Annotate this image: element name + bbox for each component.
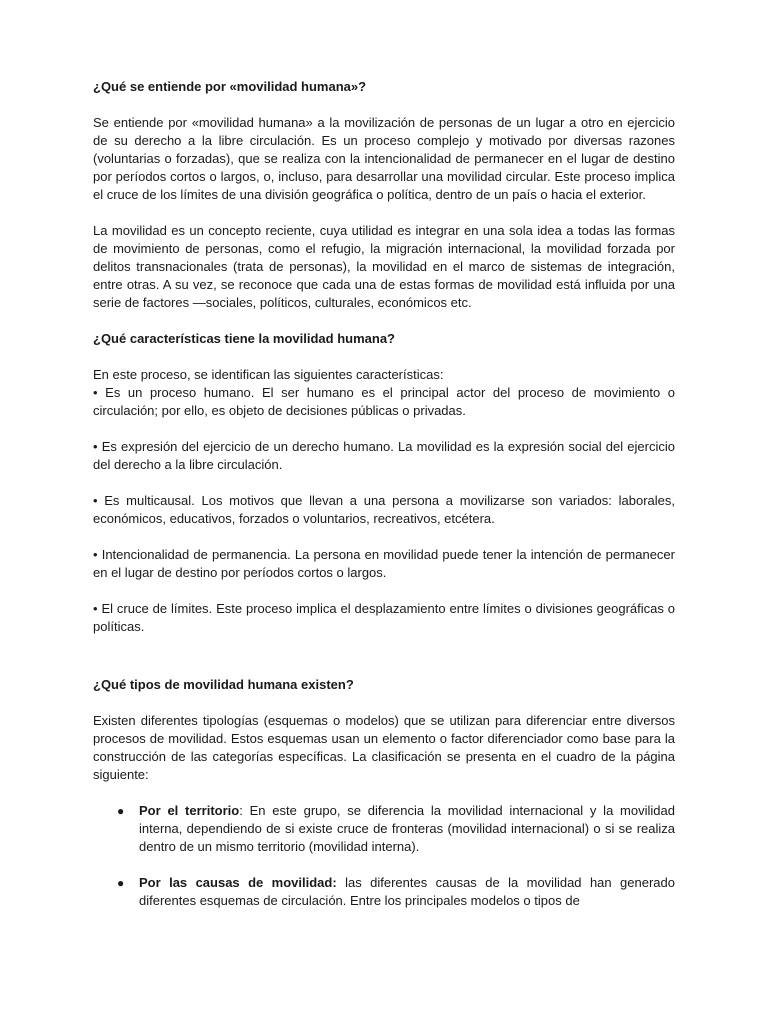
section3-intro: Existen diferentes tipologías (esquemas o modelos) que se utilizan para diferenciar entre diversos procesos de movilidad. Estos esquemas usan un elemento o factor diferenciador como base para la construcción de las categorías específicas. La clasificación se presenta en el cuadro de la página siguiente: — [93, 713, 675, 782]
bullet-icon: ● — [117, 804, 125, 818]
section2-intro: En este proceso, se identifican las siguientes características: — [93, 367, 444, 382]
list-item — [93, 874, 675, 910]
list-item-title: Por las causas de movilidad: — [139, 875, 337, 890]
section2-heading: ¿Qué características tiene la movilidad humana? — [93, 331, 395, 346]
list-item — [93, 802, 675, 856]
types-list — [93, 802, 675, 910]
section3-heading: ¿Qué tipos de movilidad humana existen? — [93, 677, 354, 692]
list-item-title: Por el territorio — [139, 803, 240, 818]
bullet-icon: ● — [117, 876, 125, 890]
characteristic-item: • Es un proceso humano. El ser humano es el principal actor del proceso de movimiento o circulación; por ello, es objeto de decisiones públicas o privadas. — [93, 385, 675, 418]
characteristic-item: • El cruce de límites. Este proceso implica el desplazamiento entre límites o divisiones geográficas o políticas. — [93, 601, 675, 634]
list-item-text: : En este grupo, se diferencia la movilidad internacional y la movilidad interna, dependiendo de si existe cruce de fronteras (movilidad internacional) o si se realiza dentro de un mismo territorio (movilidad interna). — [139, 803, 675, 854]
characteristic-item: • Intencionalidad de permanencia. La persona en movilidad puede tener la intención de permanecer en el lugar de destino por períodos cortos o largos. — [93, 547, 675, 580]
characteristic-item: • Es expresión del ejercicio de un derecho humano. La movilidad es la expresión social del ejercicio del derecho a la libre circulación. — [93, 439, 675, 472]
section1-paragraph-2: La movilidad es un concepto reciente, cuya utilidad es integrar en una sola idea a todas las formas de movimiento de personas, como el refugio, la migración internacional, la movilidad forzada por delitos transnacionales (trata de personas), la movilidad en el marco de sistemas de integración, entre otras. A su vez, se reconoce que cada una de estas formas de movilidad está influida por una serie de factores —sociales, políticos, culturales, económicos etc. — [93, 223, 675, 310]
list-item-text: las diferentes causas de la movilidad han generado diferentes esquemas de circulación. Entre los principales modelos o tipos de — [139, 875, 675, 908]
section1-heading: ¿Qué se entiende por «movilidad humana»? — [93, 79, 367, 94]
section1-paragraph-1: Se entiende por «movilidad humana» a la movilización de personas de un lugar a otro en ejercicio de su derecho a la libre circulación. Es un proceso complejo y motivado por diversas razones (voluntarias o forzadas), que se realiza con la intencionalidad de permanecer en el lugar de destino por períodos cortos o largos, o, incluso, para desarrollar una movilidad circular. Este proceso implica el cruce de los límites de una división geográfica o política, dentro de un país o hacia el exterior. — [93, 115, 675, 202]
characteristic-item: • Es multicausal. Los motivos que llevan a una persona a movilizarse son variados: laborales, económicos, educativos, forzados o voluntarios, recreativos, etcétera. — [93, 493, 675, 526]
document-page — [93, 78, 675, 910]
